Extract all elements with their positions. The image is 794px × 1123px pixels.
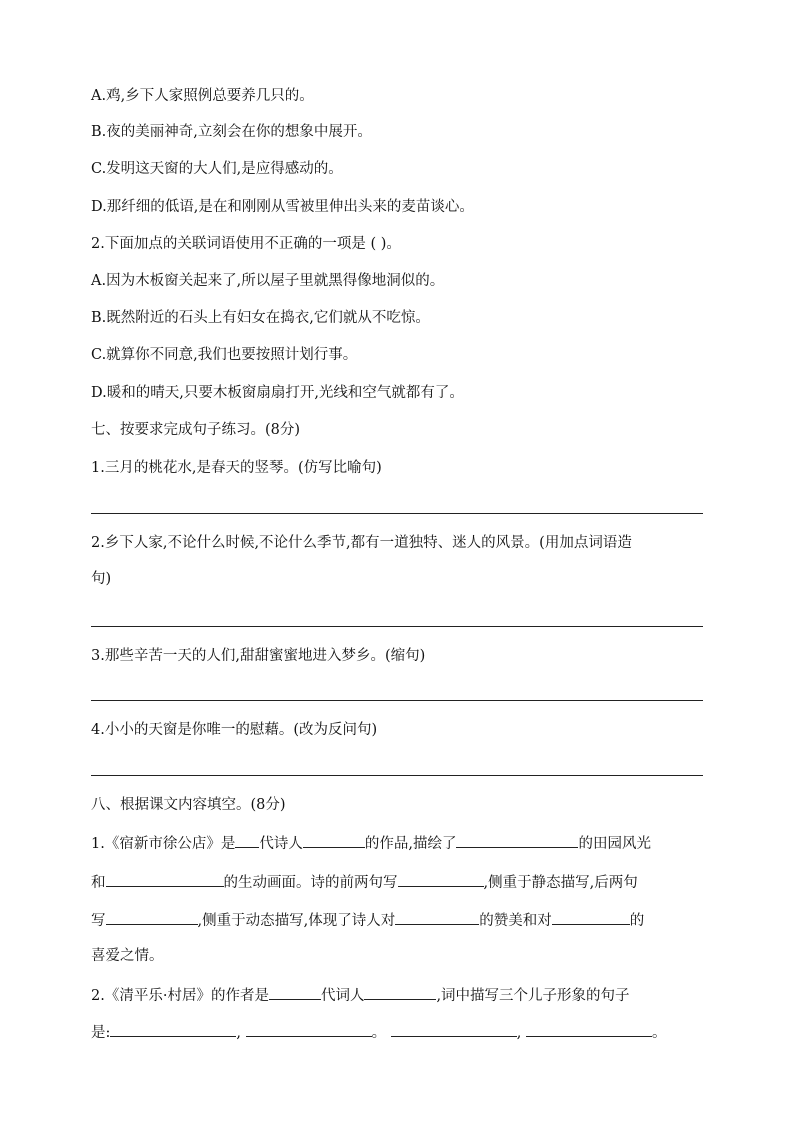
question-2-stem: 2.下面加点的关联词语使用不正确的一项是 ( )。 <box>91 236 401 252</box>
option-a-chicken: A.鸡,乡下人家照例总要养几只的。 <box>91 88 314 104</box>
answer-line-3[interactable] <box>91 700 703 701</box>
text-segment: 的 <box>629 913 645 929</box>
section-7-item-2-cont: 句) <box>91 571 112 587</box>
blank-love[interactable] <box>552 909 630 925</box>
blank-line-2[interactable] <box>246 1021 372 1037</box>
question-2-option-d: D.暖和的晴天,只要木板窗扇扇打开,光线和空气就都有了。 <box>91 385 464 401</box>
section-8-q2-line2 <box>91 1021 666 1043</box>
blank-line-4[interactable] <box>526 1021 652 1037</box>
blank-praise[interactable] <box>395 909 479 925</box>
option-c-skylight: C.发明这天窗的大人们,是应得感动的。 <box>91 161 343 177</box>
blank-poet[interactable] <box>303 832 365 848</box>
text-segment: 代词人 <box>320 988 365 1004</box>
blank-dynasty[interactable] <box>235 832 259 848</box>
question-2-option-a: A.因为木板窗关起来了,所以屋子里就黑得像地洞似的。 <box>91 273 445 289</box>
text-segment: , <box>236 1025 241 1041</box>
section-8-q2-line1 <box>91 984 630 1006</box>
text-segment: 的生动画面。诗的前两句写 <box>223 875 398 891</box>
section-7-item-1: 1.三月的桃花水,是春天的竖琴。(仿写比喻句) <box>91 460 382 476</box>
text-segment: 代诗人 <box>259 836 303 852</box>
section-8-q1-line1 <box>91 832 651 854</box>
answer-line-1[interactable] <box>91 513 703 514</box>
section-7-title: 七、按要求完成句子练习。(8分) <box>91 422 301 438</box>
blank-lyricist[interactable] <box>364 984 436 1000</box>
text-segment: 2.《清平乐·村居》的作者是 <box>91 988 269 1004</box>
text-segment: 的作品,描绘了 <box>364 836 457 852</box>
blank-scene[interactable] <box>106 871 224 887</box>
blank-last-lines[interactable] <box>106 909 198 925</box>
text-segment: 。 <box>651 1025 667 1041</box>
question-2-option-c: C.就算你不同意,我们也要按照计划行事。 <box>91 347 358 363</box>
section-8-q1-line2 <box>91 871 638 893</box>
text-segment: 的赞美和对 <box>479 913 552 929</box>
text-segment: ,侧重于静态描写,后两句 <box>483 875 638 891</box>
text-segment: 。 <box>371 1025 387 1041</box>
section-8-title: 八、根据课文内容填空。(8分) <box>91 797 286 813</box>
section-8-q1-line4: 喜爱之情。 <box>91 948 164 964</box>
question-2-option-b: B.既然附近的石头上有妇女在捣衣,它们就从不吃惊。 <box>91 310 430 326</box>
answer-line-4[interactable] <box>91 775 703 776</box>
text-segment: 1.《宿新市徐公店》是 <box>91 836 236 852</box>
text-segment: ,侧重于动态描写,体现了诗人对 <box>197 913 396 929</box>
text-segment: 写 <box>91 913 106 929</box>
blank-line-3[interactable] <box>391 1021 517 1037</box>
text-segment: , <box>516 1025 522 1041</box>
text-segment: 的田园风光 <box>578 836 651 852</box>
section-8-q1-line3 <box>91 909 644 931</box>
text-segment: ,词中描写三个儿子形象的句子 <box>436 988 630 1004</box>
option-d-whisper: D.那纤细的低语,是在和刚刚从雪被里伸出头来的麦苗谈心。 <box>91 199 474 215</box>
answer-line-2[interactable] <box>91 626 703 627</box>
text-segment: 和 <box>91 875 106 891</box>
section-7-item-2: 2.乡下人家,不论什么时候,不论什么季节,都有一道独特、迷人的风景。(用加点词语造 <box>91 535 632 551</box>
text-segment: 是: <box>91 1025 111 1041</box>
blank-first-lines[interactable] <box>398 871 484 887</box>
blank-line-1[interactable] <box>110 1021 236 1037</box>
section-7-item-3: 3.那些辛苦一天的人们,甜甜蜜蜜地进入梦乡。(缩句) <box>91 648 426 664</box>
section-7-item-4: 4.小小的天窗是你唯一的慰藉。(改为反问句) <box>91 722 378 738</box>
blank-dynasty-2[interactable] <box>269 984 321 1000</box>
blank-season[interactable] <box>456 832 578 848</box>
option-b-night: B.夜的美丽神奇,立刻会在你的想象中展开。 <box>91 124 372 140</box>
